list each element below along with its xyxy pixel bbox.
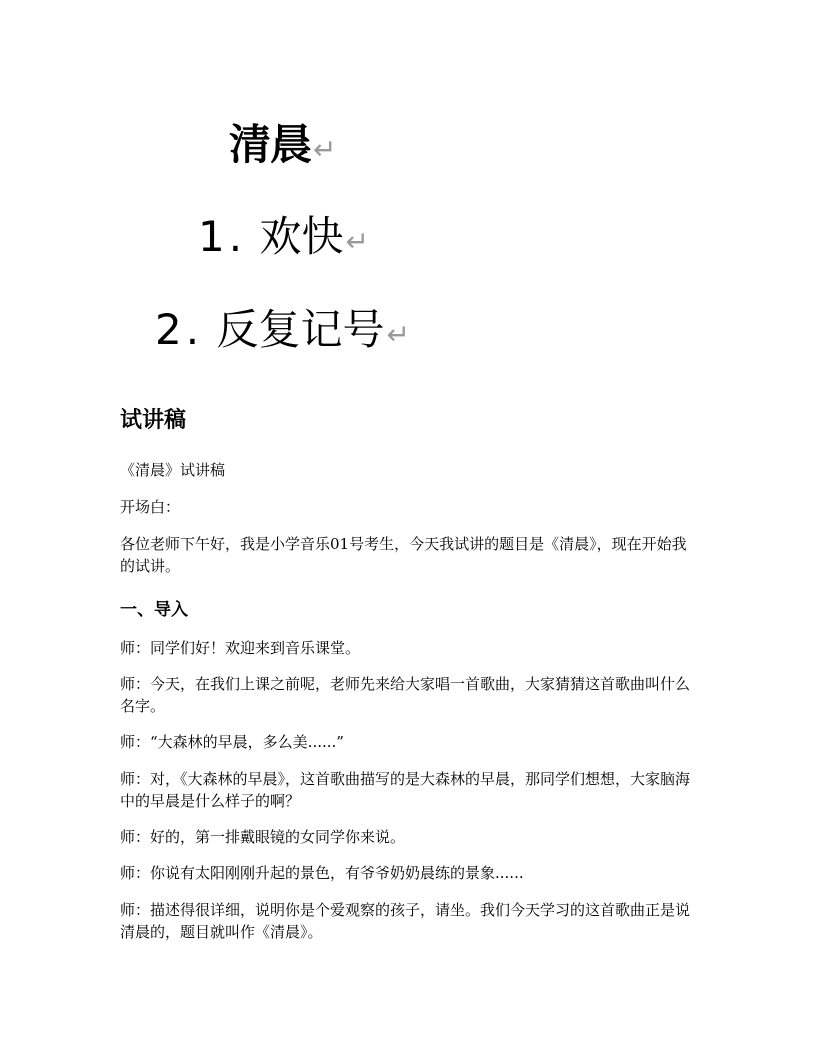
opening-label: 开场白：: [120, 498, 181, 516]
heading-item-2-text: 反复记号: [216, 305, 385, 354]
image-heading-item-2: [155, 297, 410, 357]
opening-text: 各位老师下午好，我是小学音乐01号考生，今天我试讲的题目是《清晨》，现在开始我的试讲。: [120, 535, 687, 575]
return-mark-icon: ↵: [386, 318, 410, 351]
paragraph: 师：对，《大森林的早晨》，这首歌曲描写的是大森林的早晨，那同学们想想，大家脑海中的早晨是什么样子的啊？: [120, 770, 691, 810]
heading-item-2-number: 2.: [155, 305, 204, 354]
paragraph: 师：你说有太阳刚刚升起的景色，有爷爷奶奶晨练的景象......: [120, 864, 524, 882]
return-mark-icon: ↵: [345, 225, 369, 258]
paragraph: 师：今天，在我们上课之前呢，老师先来给大家唱一首歌曲，大家猜猜这首歌曲叫什么名字。: [120, 675, 691, 715]
paragraph: 师：描述得很详细，说明你是个爱观察的孩子，请坐。我们今天学习的这首歌曲正是说清晨的，题目就叫作《清晨》。: [120, 901, 691, 941]
heading-item-1-number: 1.: [198, 212, 247, 261]
paragraph: 师：“大森林的早晨，多么美......”: [120, 733, 344, 751]
return-mark-icon: ↵: [313, 133, 336, 166]
document-title: 试讲稿: [120, 408, 187, 433]
heading-title-text: 清晨: [229, 120, 312, 169]
image-heading-title: [229, 112, 335, 172]
document-subtitle: 《清晨》试讲稿: [120, 461, 226, 479]
section-title-intro: 一、导入: [120, 600, 188, 620]
heading-item-1-text: 欢快: [259, 212, 344, 261]
paragraph: 师：同学们好！欢迎来到音乐课堂。: [120, 639, 361, 657]
paragraph: 师：好的，第一排戴眼镜的女同学你来说。: [120, 828, 406, 846]
image-heading-item-1: [198, 204, 369, 264]
